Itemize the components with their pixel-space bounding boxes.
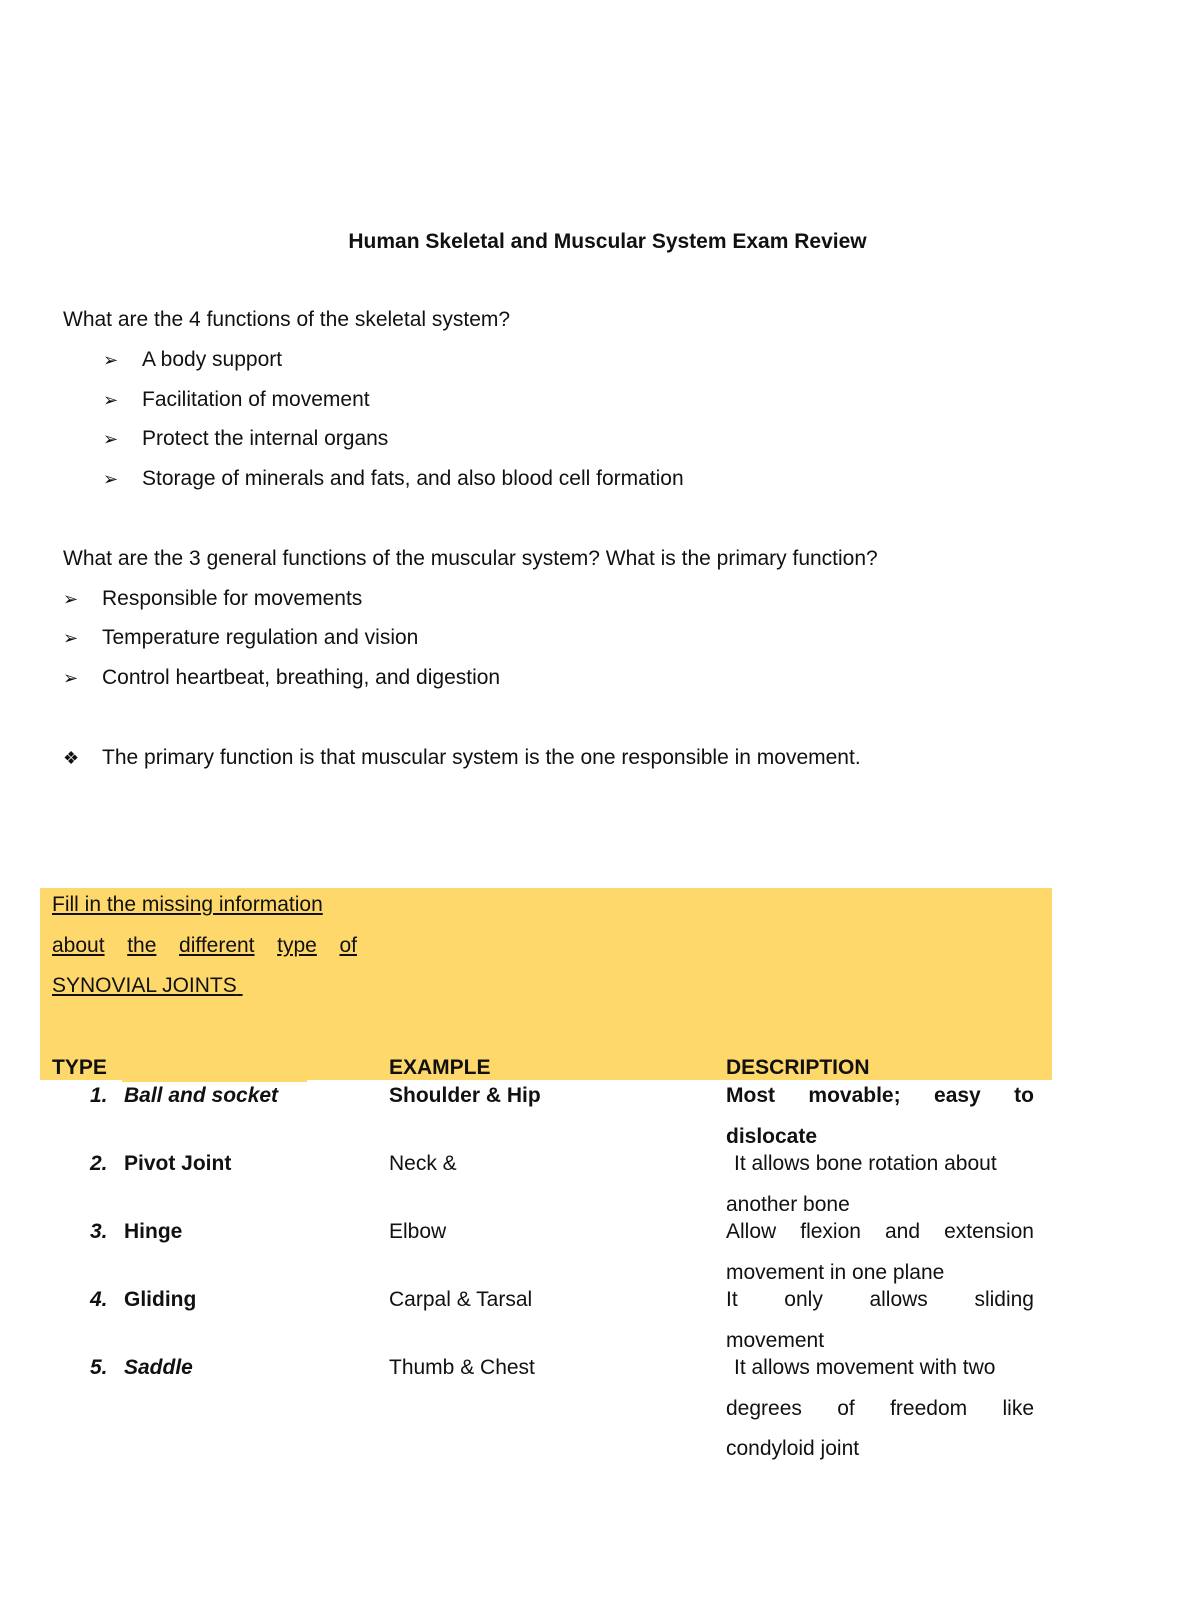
- example-cell: Thumb & Chest: [389, 1356, 535, 1379]
- muscular-item: ➢ Control heartbeat, breathing, and digestion: [63, 666, 501, 689]
- header-type: TYPE: [52, 1056, 107, 1079]
- description-cell: Most movable; easy to: [726, 1084, 1034, 1107]
- instruction-line: Fill in the missing information: [52, 893, 323, 916]
- skeletal-item: ➢ A body support: [103, 348, 283, 371]
- page-title: Human Skeletal and Muscular System Exam Review: [348, 230, 867, 253]
- description-cell: another bone: [726, 1193, 850, 1216]
- description-cell: movement: [726, 1329, 825, 1352]
- instruction-line: SYNOVIAL JOINTS: [52, 974, 237, 997]
- skeletal-item: ➢ Protect the internal organs: [103, 427, 389, 450]
- table-row: 3. Hinge: [90, 1220, 183, 1243]
- example-cell: Elbow: [389, 1220, 447, 1243]
- arrow-bullet-icon: ➢: [103, 350, 119, 370]
- arrow-bullet-icon: ➢: [103, 429, 119, 449]
- table-row: 4. Gliding: [90, 1288, 197, 1311]
- description-cell: It allows movement with two: [734, 1356, 996, 1379]
- description-cell: It allows bone rotation about: [734, 1152, 997, 1175]
- description-cell: movement in one plane: [726, 1261, 945, 1284]
- description-cell: Allow flexion and extension: [726, 1220, 1034, 1243]
- table-row: 2. Pivot Joint: [90, 1152, 232, 1175]
- muscular-item: ➢ Responsible for movements: [63, 587, 363, 610]
- description-cell: It only allows sliding: [726, 1288, 1034, 1311]
- skeletal-item: ➢ Facilitation of movement: [103, 388, 370, 411]
- diamond-bullet-icon: ❖: [63, 748, 80, 768]
- arrow-bullet-icon: ➢: [63, 628, 79, 648]
- description-cell: condyloid joint: [726, 1437, 860, 1460]
- example-cell: Shoulder & Hip: [389, 1084, 541, 1107]
- example-cell: Carpal & Tarsal: [389, 1288, 533, 1311]
- skeletal-item: ➢ Storage of minerals and fats, and also blood cell formation: [103, 467, 684, 490]
- header-description: DESCRIPTION: [726, 1056, 870, 1079]
- header-example: EXAMPLE: [389, 1056, 491, 1079]
- arrow-bullet-icon: ➢: [103, 469, 119, 489]
- muscular-question: What are the 3 general functions of the muscular system? What is the primary function?: [63, 547, 878, 570]
- table-row: 5. Saddle: [90, 1356, 193, 1379]
- instruction-line: about the different type of: [52, 934, 357, 957]
- table-row: 1. Ball and socket: [90, 1084, 279, 1107]
- primary-function: ❖ The primary function is that muscular system is the one responsible in movement.: [63, 746, 861, 769]
- description-cell: dislocate: [726, 1125, 818, 1148]
- arrow-bullet-icon: ➢: [103, 390, 119, 410]
- skeletal-question: What are the 4 functions of the skeletal system?: [63, 308, 511, 331]
- muscular-item: ➢ Temperature regulation and vision: [63, 626, 419, 649]
- description-cell: degrees of freedom like: [726, 1397, 1034, 1420]
- arrow-bullet-icon: ➢: [63, 589, 79, 609]
- arrow-bullet-icon: ➢: [63, 668, 79, 688]
- example-cell: Neck &: [389, 1152, 457, 1175]
- header-strip: [122, 1074, 307, 1082]
